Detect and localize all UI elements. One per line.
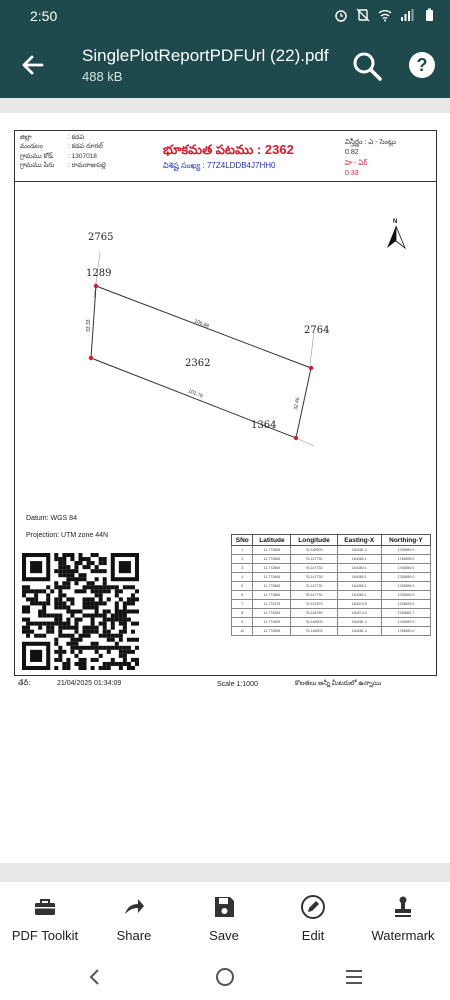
area-label-hectares: హె - ఏర్ xyxy=(345,160,368,167)
share-icon xyxy=(121,894,147,920)
battery-icon xyxy=(422,8,436,22)
toolkit-icon xyxy=(32,894,58,920)
svg-text:?: ? xyxy=(416,55,428,75)
area-value-acres: 0.82 xyxy=(345,149,359,156)
table-row: 5 11.772884 76.147730 164360.1 1745859.0 xyxy=(232,582,431,591)
edit-icon xyxy=(300,894,326,920)
vertex-point xyxy=(89,356,93,360)
boundary-line xyxy=(296,438,314,446)
svg-text:N: N xyxy=(393,219,398,225)
save-icon xyxy=(211,894,237,920)
table-row: 8 11.772084 76.148789 164274.0 1745862.7 xyxy=(232,609,431,618)
neighbour-label: 1364 xyxy=(251,420,277,431)
system-nav-bar xyxy=(0,954,450,1000)
date-label: తేదీ: xyxy=(18,680,31,687)
status-time: 2:50 xyxy=(30,8,58,24)
vertex-point xyxy=(309,366,313,370)
status-bar xyxy=(0,0,450,32)
table-row: 2 11.772884 76.147730 164360.1 1745859.0 xyxy=(232,555,431,564)
dimension-label: 106.88 xyxy=(193,318,210,330)
table-row: 10 11.772895 76.148903 164281.3 1745890.0 xyxy=(232,627,431,636)
projection-label: Projection: UTM zone 44N xyxy=(26,532,109,539)
meta-village-name: గ్రామము పేరు : రామరాజుపల్లె xyxy=(20,162,106,169)
plot-number-label: 2362 xyxy=(185,358,211,369)
edit-button[interactable]: Edit xyxy=(268,894,358,943)
column-header: Latitude xyxy=(253,535,291,546)
status-icons xyxy=(334,8,436,22)
qr-code xyxy=(22,553,139,670)
search-icon[interactable] xyxy=(351,50,383,82)
plot-map xyxy=(14,182,437,512)
help-icon[interactable] xyxy=(407,50,437,80)
plot-unique-id: విశిష్ట సంఖ్య : 77Z4LDDB4J7HH0 xyxy=(163,161,276,170)
table-header-row xyxy=(232,535,431,546)
ring-mode-icon xyxy=(356,8,370,22)
nav-recents-icon[interactable] xyxy=(343,966,365,988)
meta-mandal: మండలం : కడప రూరల్ xyxy=(20,143,103,150)
meta-village-code: గ్రామము కోడ్ : 1307018 xyxy=(20,153,97,160)
alarm-icon xyxy=(334,8,348,22)
dimension-label: 101.76 xyxy=(187,388,204,400)
neighbour-label: 2764 xyxy=(304,325,330,336)
column-header: SNo xyxy=(232,535,253,546)
column-header: Longitude xyxy=(291,535,337,546)
date-value: 21/04/2025 01:34:09 xyxy=(57,680,122,687)
table-row: 9 11.772899 76.148903 164281.3 1745890.0 xyxy=(232,618,431,627)
wifi-icon xyxy=(378,8,392,22)
table-row: 3 11.772884 76.147730 164360.1 1745859.0 xyxy=(232,564,431,573)
pdf-toolkit-button[interactable]: PDF Toolkit xyxy=(0,894,90,943)
watermark-button[interactable]: Watermark xyxy=(358,894,448,943)
plot-title: భూకమత పటము : 2362 xyxy=(163,142,294,157)
column-header: Northing-Y xyxy=(381,535,430,546)
coordinates-table xyxy=(231,534,431,636)
file-title: SinglePlotReportPDFUrl (22).pdf xyxy=(82,46,329,65)
table-row: 4 11.772884 76.147730 164360.1 1745859.0 xyxy=(232,573,431,582)
vertex-point xyxy=(94,284,98,288)
neighbour-label: 2765 xyxy=(88,232,114,243)
nav-back-icon[interactable] xyxy=(84,966,106,988)
signal-icon xyxy=(400,8,414,22)
nav-home-icon[interactable] xyxy=(214,966,236,988)
stamp-icon xyxy=(390,894,416,920)
app-bar xyxy=(0,32,450,98)
dimension-label: 33.33 xyxy=(86,319,92,332)
file-size: 488 kB xyxy=(82,69,123,84)
area-value-hectares: 0.33 xyxy=(345,170,359,177)
column-header: Easting-X xyxy=(337,535,381,546)
neighbour-label: 1289 xyxy=(86,268,112,279)
datum-label: Datum: WGS 84 xyxy=(26,515,77,522)
north-arrow-icon xyxy=(387,219,405,248)
table-row: 6 11.772884 76.147730 164360.1 1745859.0 xyxy=(232,591,431,600)
back-arrow-icon[interactable] xyxy=(18,50,48,80)
meta-district: జిల్లా : కడప xyxy=(20,134,85,141)
units-footnote: కొలతలు అన్నీ మీటరులో ఉన్నాయి xyxy=(295,680,382,687)
share-button[interactable]: Share xyxy=(89,894,179,943)
table-row: 1 11.772895 76.148903 164281.3 1745890.0 xyxy=(232,546,431,555)
vertex-point xyxy=(294,436,298,440)
save-button[interactable]: Save xyxy=(179,894,269,943)
dimension-label: 32.46 xyxy=(293,396,302,411)
bottom-toolbar xyxy=(0,882,450,954)
scale-label: Scale 1:1000 xyxy=(217,681,258,688)
area-label-acres: విస్తీర్ణం : ఎ - సెంట్లు xyxy=(345,139,396,146)
table-row: 7 11.772376 76.147879 164374.5 1745826.0 xyxy=(232,600,431,609)
boundary-line xyxy=(310,332,314,365)
